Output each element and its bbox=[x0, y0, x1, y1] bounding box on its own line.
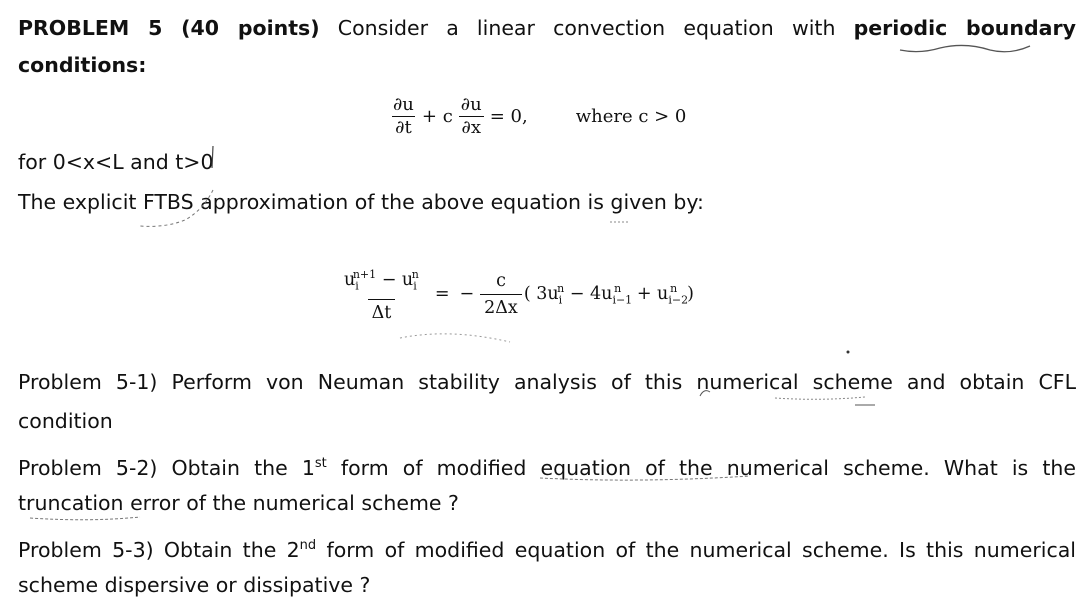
du-dt-fraction bbox=[390, 94, 417, 139]
equals-sign: = bbox=[434, 284, 450, 304]
equals-zero: = 0, bbox=[489, 105, 528, 127]
fraction-denominator: ∂t bbox=[392, 116, 415, 139]
domain-text: for 0<x<L and t>0 bbox=[18, 150, 214, 174]
problem-5-3-line2 bbox=[18, 573, 1076, 597]
header-continuation bbox=[18, 53, 1076, 77]
problem-intro: Consider a linear convection equation with bbox=[337, 16, 836, 40]
ordinal-superscript: st bbox=[314, 456, 327, 471]
periodic-boundary-phrase: periodic boundary bbox=[853, 16, 1076, 40]
problem-5-1-line2 bbox=[18, 409, 1076, 433]
where-condition: where c > 0 bbox=[575, 105, 687, 127]
minus-sign: − bbox=[459, 284, 475, 304]
stencil-term-2: − 4u bbox=[564, 283, 613, 304]
stencil-term-3: + u bbox=[631, 283, 669, 304]
plus-c: + c bbox=[421, 105, 453, 127]
problem-5-2-line1 bbox=[18, 452, 1076, 480]
fraction-denominator: ∂x bbox=[459, 116, 484, 139]
time-difference-numerator: $u_i^{n+1} - u_i^n$ bbox=[344, 267, 419, 293]
problem-5-3-prefix: Problem 5-3) Obtain the 2 bbox=[18, 537, 300, 562]
problem-5-1-line1 bbox=[18, 370, 1076, 394]
ink-dot bbox=[847, 351, 850, 354]
problem-5-3-text bbox=[18, 538, 1076, 562]
problem-header-line bbox=[18, 16, 1076, 40]
ftbs-equation bbox=[338, 262, 694, 326]
problem-5-2-text bbox=[18, 456, 1076, 480]
squiggle-underline bbox=[900, 45, 1030, 51]
problem-5-1-continuation: condition bbox=[18, 409, 113, 433]
du-dx-fraction bbox=[458, 94, 485, 139]
coefficient-denominator: 2Δx bbox=[480, 294, 522, 321]
convection-equation bbox=[388, 86, 686, 146]
ordinal-superscript: nd bbox=[299, 538, 317, 553]
problem-label: PROBLEM 5 (40 points) bbox=[18, 16, 320, 40]
problem-5-2-continuation: truncation error of the numerical scheme ? bbox=[18, 491, 459, 515]
ftbs-text: The explicit FTBS approximation of the above equation is given by: bbox=[18, 190, 704, 214]
conditions-word: conditions: bbox=[18, 53, 147, 77]
ftbs-line bbox=[18, 190, 1076, 214]
stencil-expression: ( $3u_i^n - 4u_{i-1}^n + u_{i-2}^n$ ) bbox=[523, 281, 694, 307]
dotted-underline bbox=[775, 397, 865, 399]
fraction-numerator: ∂u bbox=[460, 93, 482, 115]
close-paren: ) bbox=[687, 283, 694, 304]
problem-5-2-prefix: Problem 5-2) Obtain the 1 bbox=[18, 455, 315, 480]
dotted-underline bbox=[30, 517, 140, 520]
problem-5-2-line2 bbox=[18, 491, 1076, 515]
problem-5-1-text: Problem 5-1) Perform von Neuman stability analysis of this numerical scheme and obtain CFL bbox=[18, 370, 1076, 394]
problem-5-3-suffix: form of modified equation of the numerical scheme. Is this numerical bbox=[316, 537, 1076, 562]
dotted-curve bbox=[400, 334, 510, 342]
fraction-numerator: ∂u bbox=[393, 93, 414, 115]
domain-line bbox=[18, 150, 1076, 174]
problem-5-2-suffix: form of modified equation of the numerical scheme. What is the bbox=[326, 455, 1076, 480]
coefficient-numerator: c bbox=[496, 270, 506, 291]
time-difference-fraction bbox=[340, 262, 423, 326]
coefficient-fraction bbox=[480, 268, 522, 321]
delta-t: Δt bbox=[368, 299, 396, 326]
problem-5-3-continuation: scheme dispersive or dissipative ? bbox=[18, 573, 371, 597]
problem-5-3-line1 bbox=[18, 534, 1076, 562]
stencil-term-1: ( 3u bbox=[523, 283, 559, 304]
